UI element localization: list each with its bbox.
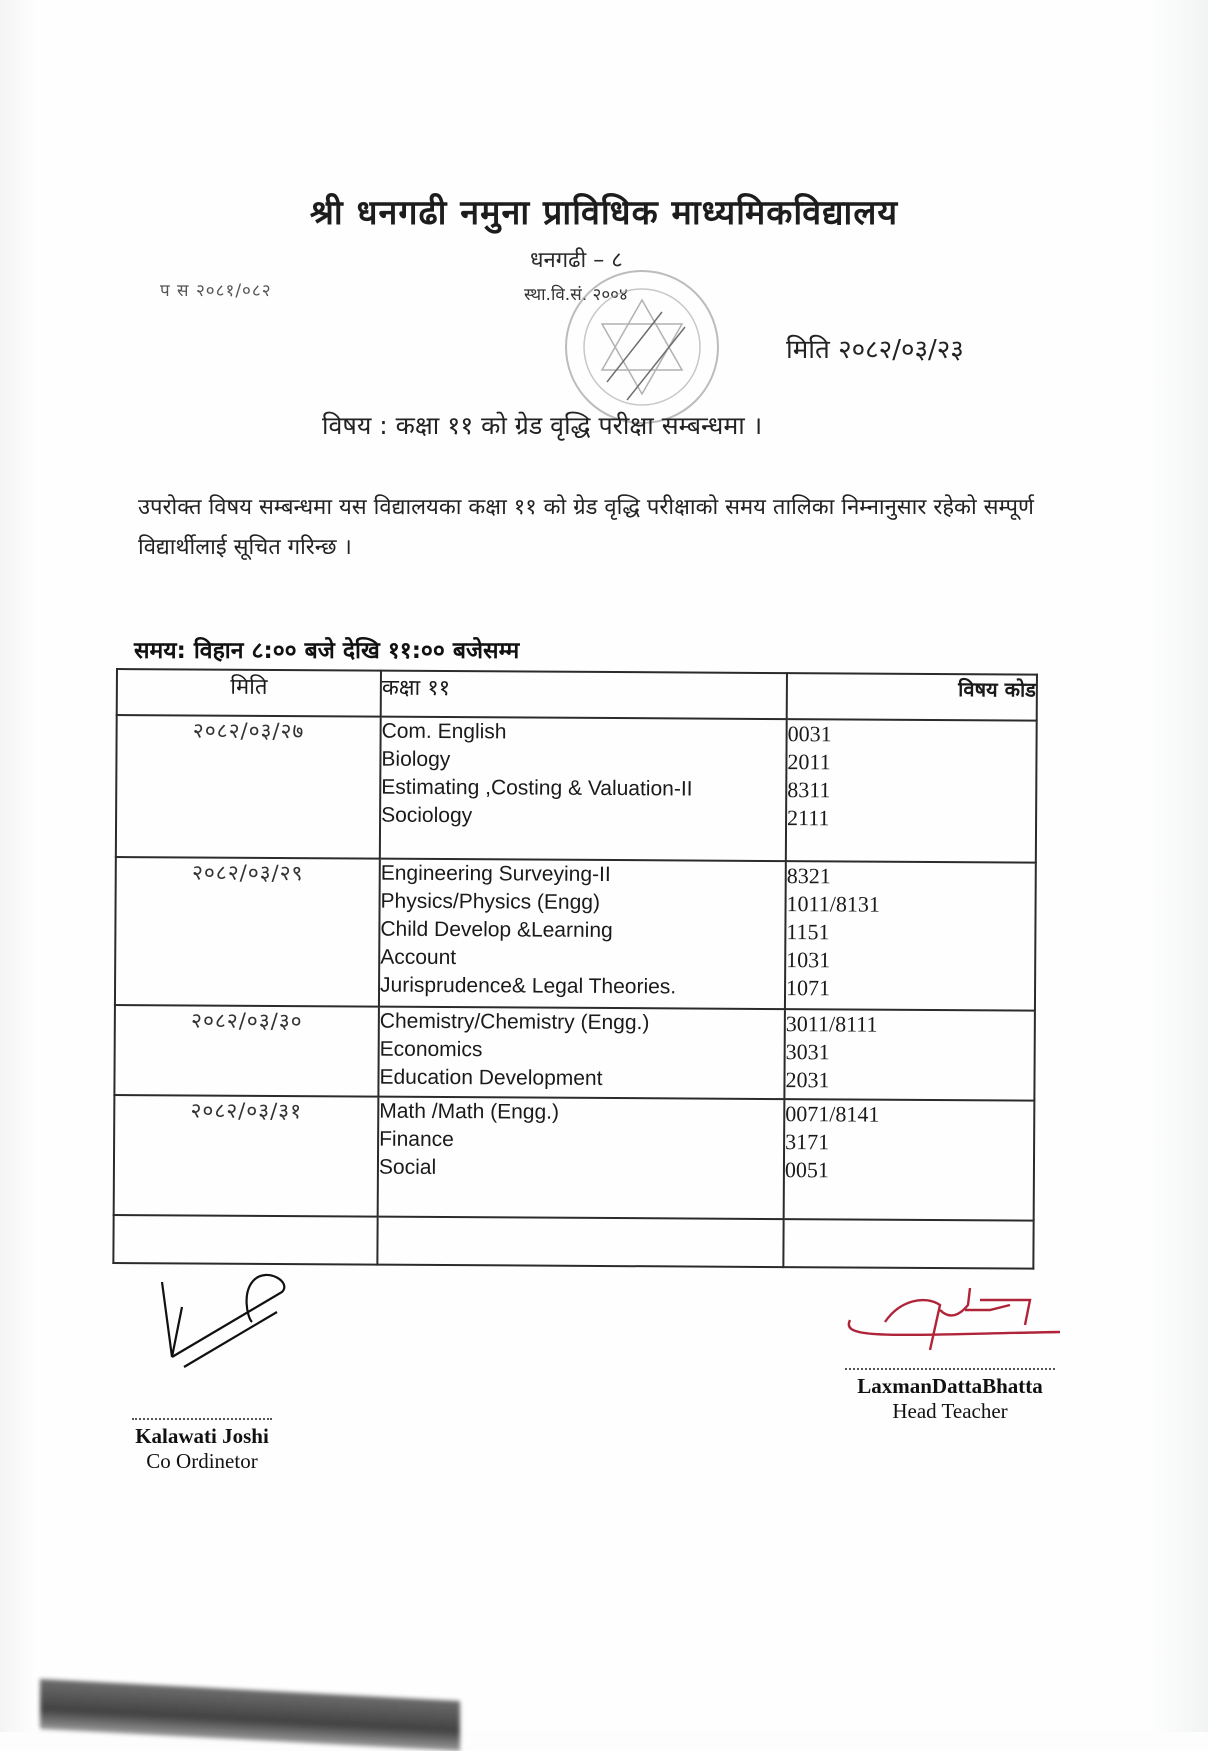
exam-date: २०८२/०३/२७ xyxy=(116,715,381,859)
subject-code: 0031 xyxy=(787,721,832,747)
subject-code: 0051 xyxy=(784,1157,830,1183)
code-list xyxy=(783,1219,1033,1269)
signatory-role: Co Ordinetor xyxy=(146,1449,258,1473)
exam-date xyxy=(113,1215,377,1265)
body-paragraph: उपरोक्त विषय सम्बन्धमा यस विद्यालयका कक्षा ११ को ग्रेड वृद्धि परीक्षाको समय तालिका निम्नानुसार रहेको सम्पूर्ण विद्यार्थीलाई सूचित गरिन्छ । xyxy=(138,495,1034,560)
subject: Economics xyxy=(379,1037,483,1062)
subject: Math /Math (Engg.) xyxy=(379,1099,560,1124)
subject-list xyxy=(379,859,786,1009)
header-class: कक्षा ११ xyxy=(381,671,787,719)
subject: Physics/Physics (Engg) xyxy=(380,889,601,914)
subject-line: विषय : कक्षा ११ को ग्रेड वृद्धि परीक्षा सम्बन्धमा । xyxy=(322,411,763,440)
subject: Chemistry/Chemistry (Engg.) xyxy=(379,1009,650,1035)
school-name: श्री धनगढी नमुना प्राविधिक माध्यमिकविद्यालय xyxy=(309,193,899,233)
signature-mark-icon xyxy=(830,1280,1070,1360)
subject-code: 3171 xyxy=(785,1129,830,1155)
signature-line xyxy=(845,1368,1055,1370)
exam-date: २०८२/०३/३० xyxy=(114,1005,379,1097)
subject: Account xyxy=(380,945,457,970)
subject-code: 8321 xyxy=(786,863,831,889)
signature-line xyxy=(132,1418,272,1420)
school-location: धनगढी – ८ xyxy=(530,248,623,273)
established-year: स्था.वि.सं. २००४ xyxy=(524,285,628,305)
star-seal-icon xyxy=(567,272,717,422)
subject: Com. English xyxy=(381,719,507,744)
subject-list xyxy=(377,1217,783,1267)
subject: Child Develop &Learning xyxy=(380,917,613,943)
code-list xyxy=(785,861,1036,1011)
exam-date: २०८२/०३/३१ xyxy=(114,1095,379,1217)
subject: Education Development xyxy=(379,1065,603,1090)
subject-code: 2111 xyxy=(787,805,830,831)
subject-code: 1151 xyxy=(786,919,830,945)
reference-number: प स २०८१/०८२ xyxy=(160,281,272,301)
subject-code: 1071 xyxy=(785,975,831,1001)
subject: Social xyxy=(378,1155,437,1179)
subject: Sociology xyxy=(381,803,473,828)
header-date: मिति xyxy=(117,669,381,717)
table-row xyxy=(116,715,1037,863)
subject-list xyxy=(378,1097,785,1219)
table-row xyxy=(114,1095,1035,1221)
code-list xyxy=(784,1099,1035,1221)
code-list xyxy=(784,1009,1035,1101)
letter-date xyxy=(786,330,964,366)
subject-code: 3031 xyxy=(785,1039,830,1065)
head-teacher-signature-block xyxy=(830,1350,1070,1424)
subject: Biology xyxy=(381,747,451,772)
signatory-name: Kalawati Joshi xyxy=(135,1424,269,1448)
header-subject-code: विषय कोड xyxy=(787,673,1037,721)
exam-schedule-table xyxy=(112,668,1038,1270)
table-row xyxy=(114,1005,1035,1101)
exam-date: २०८२/०३/२९ xyxy=(115,857,380,1007)
table-row xyxy=(115,857,1036,1011)
code-list xyxy=(786,719,1037,863)
date-value: २०८२/०३/२३ xyxy=(838,335,964,365)
subject: Jurisprudence& Legal Theories. xyxy=(379,973,677,999)
subject: Engineering Surveying-II xyxy=(380,861,611,887)
subject: Estimating ,Costing & Valuation-II xyxy=(381,775,693,801)
table-header-row xyxy=(117,669,1037,721)
school-stamp xyxy=(565,270,719,424)
signatory-name: LaxmanDattaBhatta xyxy=(857,1374,1043,1398)
subject-list xyxy=(380,717,787,861)
subject-code: 0071/8141 xyxy=(785,1101,880,1127)
subject-code: 2011 xyxy=(787,749,831,775)
subject: Finance xyxy=(379,1127,454,1152)
exam-time: समय: विहान ८:०० बजे देखि ११:०० बजेसम्म xyxy=(134,638,520,664)
signature-mark-icon xyxy=(142,1262,292,1372)
scan-edge-shadow xyxy=(40,1679,460,1751)
table-row-empty xyxy=(113,1215,1033,1269)
date-label: मिति xyxy=(786,335,830,365)
subject-code: 8311 xyxy=(787,777,831,803)
signatory-role: Head Teacher xyxy=(892,1399,1008,1423)
subject-code: 2031 xyxy=(785,1067,830,1093)
subject-list xyxy=(378,1007,785,1099)
coordinator-signature-block xyxy=(112,1352,292,1474)
subject-code: 3011/8111 xyxy=(785,1011,878,1037)
subject-code: 1031 xyxy=(786,947,831,973)
subject-code: 1011/8131 xyxy=(786,891,880,917)
